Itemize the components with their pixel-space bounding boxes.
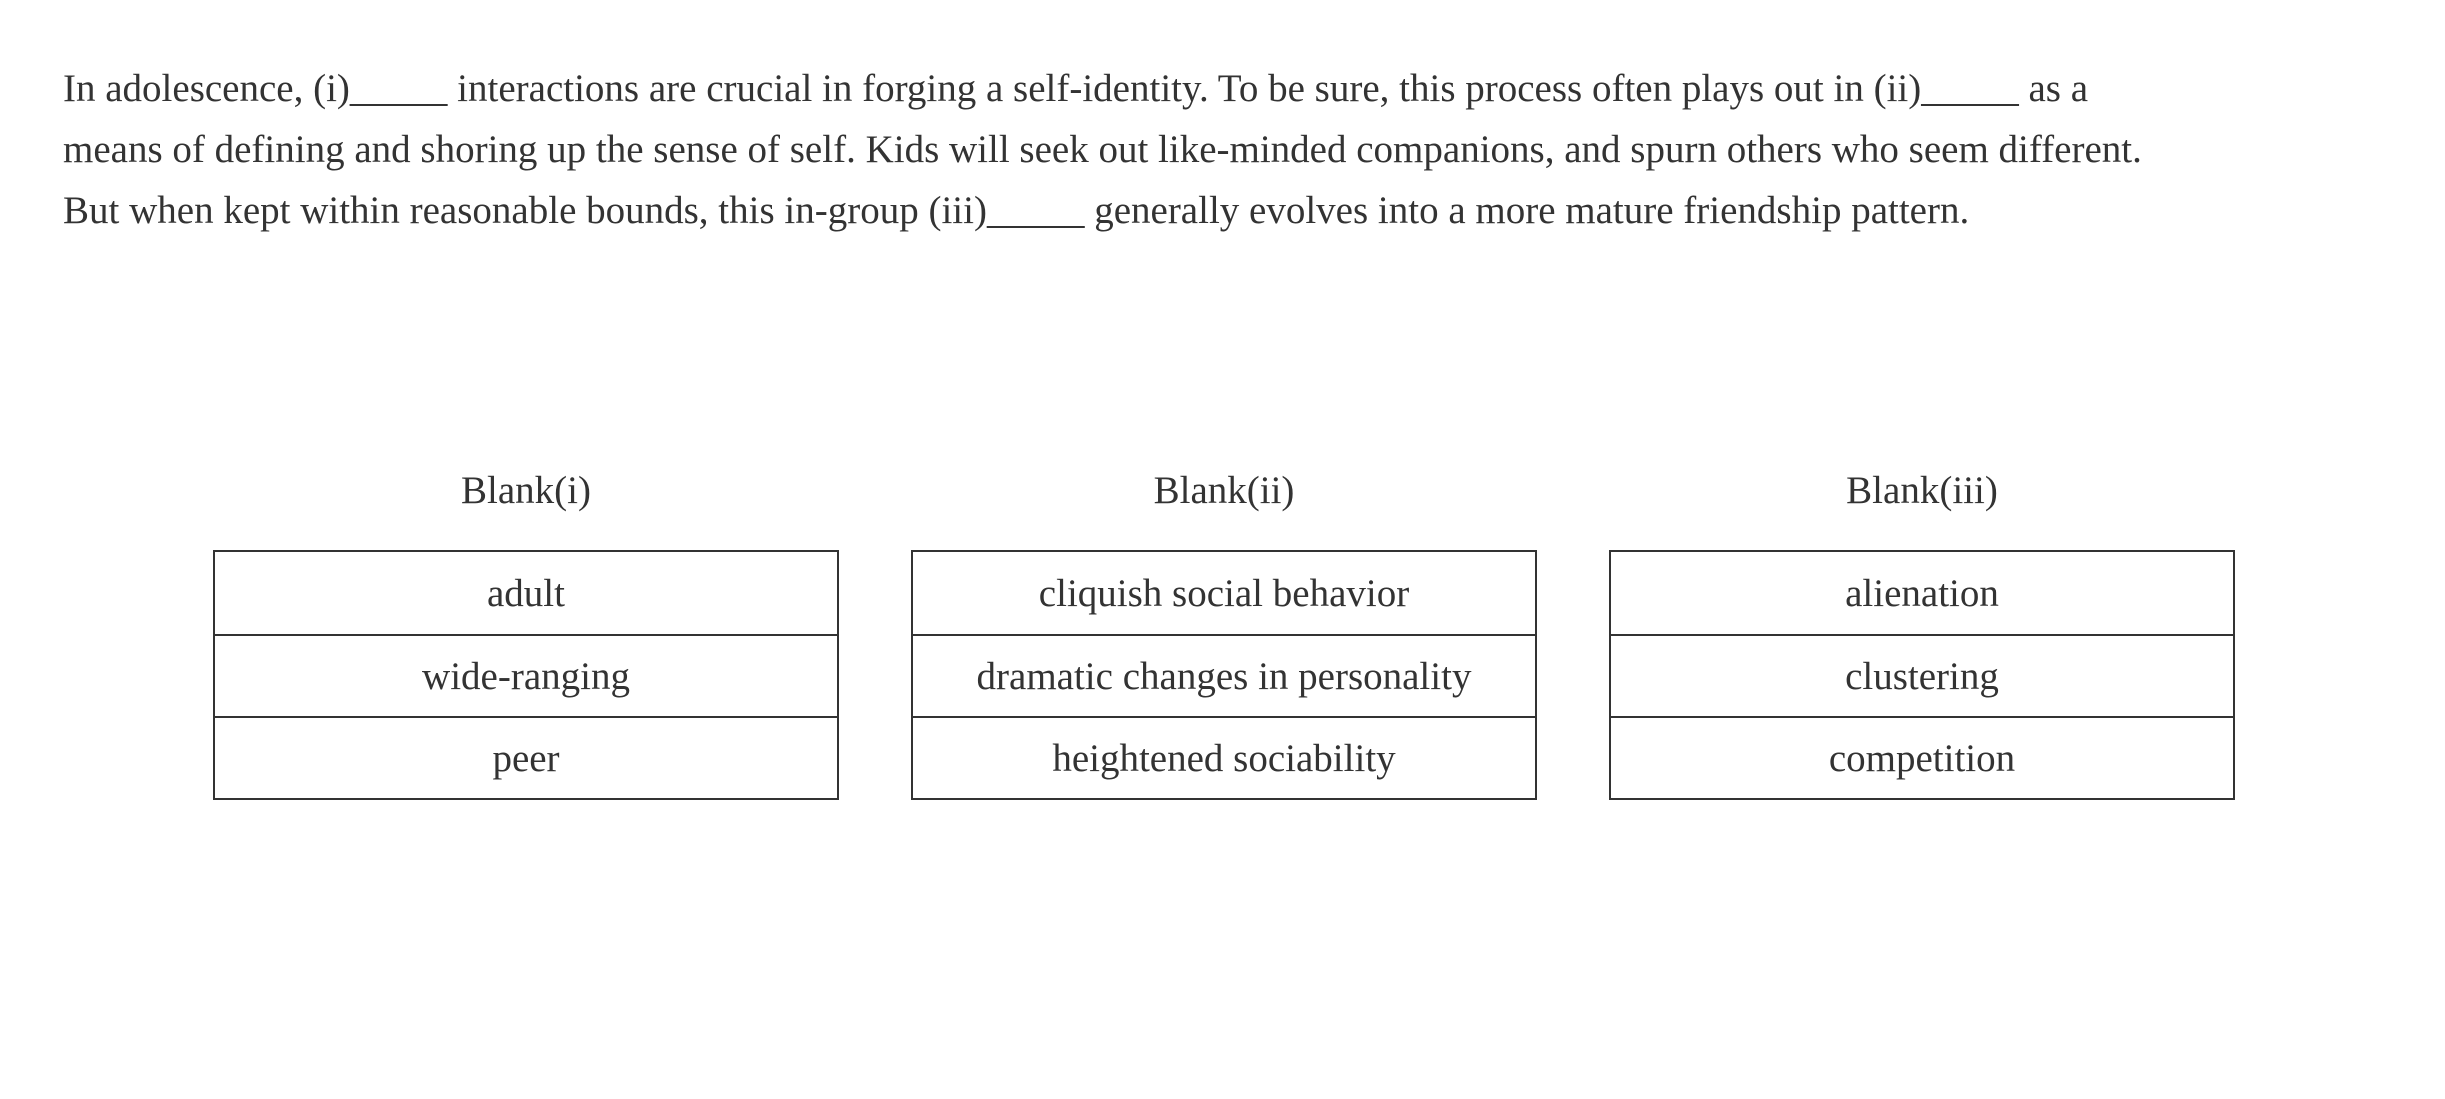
blank-i-header: Blank(i)	[461, 468, 591, 512]
blank-iii-options	[1609, 550, 2235, 800]
blank-i-options	[213, 550, 839, 800]
blank-ii-option-heightened-sociability[interactable]: heightened sociability	[913, 716, 1535, 798]
blank-ii-column	[911, 440, 1537, 800]
blank-i-option-peer[interactable]: peer	[215, 716, 837, 798]
blank-ii-header: Blank(ii)	[1153, 468, 1295, 512]
blank-iii-column	[1609, 440, 2235, 800]
blank-iii-header: Blank(iii)	[1846, 468, 1998, 512]
blank-i-option-adult[interactable]: adult	[487, 571, 565, 615]
blank-iii-option-clustering[interactable]: clustering	[1611, 634, 2233, 716]
question-passage	[63, 58, 2393, 241]
passage-line-2: means of defining and shoring up the sense of self. Kids will seek out like-minded companions, and spurn others who seem different.	[63, 128, 2142, 171]
blank-ii-options	[911, 550, 1537, 800]
blank-ii-option-dramatic-changes-in-personality[interactable]: dramatic changes in personality	[913, 634, 1535, 716]
blank-i-column	[213, 440, 839, 800]
blank-ii-option-cliquish-social-behavior[interactable]: cliquish social behavior	[1038, 571, 1410, 615]
blank-iii-option-competition[interactable]: competition	[1611, 716, 2233, 798]
blank-iii-option-alienation[interactable]: alienation	[1845, 571, 1999, 615]
passage-line-3: But when kept within reasonable bounds, this in-group (iii)_____ generally evolves into a more mature friendship pattern.	[63, 189, 1970, 232]
passage-line-1: In adolescence, (i)_____ interactions are crucial in forging a self-identity. To be sure, this process often plays out in (ii)_____ as a	[63, 67, 2089, 110]
blank-i-option-wide-ranging[interactable]: wide-ranging	[215, 634, 837, 716]
